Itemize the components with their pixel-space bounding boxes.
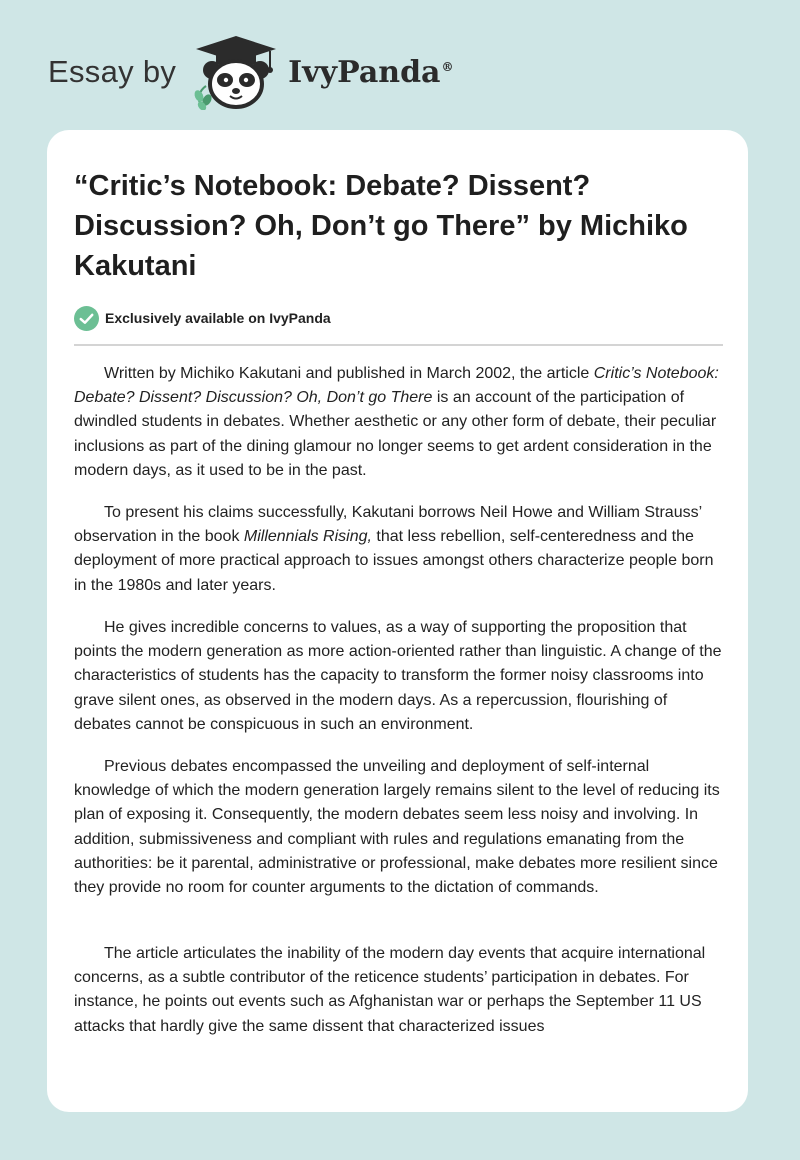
paragraph: Written by Michiko Kakutani and published in March 2002, the article Critic’s Notebook: Debate? Dissent? Discussion? Oh, Don’t go There is an account of the participation of dwindled students in debates. Whether aesthetic or any other form of debate, their peculiar inclusions as part of the dining glamour no longer seems to get ardent consideration in the modern days, as it used to be in the past. (74, 365, 719, 479)
brand-name: IvyPanda® (288, 54, 454, 90)
ivypanda-logo-icon (190, 34, 282, 110)
paragraph: The article articulates the inability of the modern day events that acquire international concerns, as a subtle contributor of the reticence students’ participation in debates. For instance, he points out events such as Afghanistan war or perhaps the September 11 US attacks that hardly give the same dissent that characterized issues (74, 945, 706, 1035)
brand-prefix: Essay by (48, 54, 177, 89)
paragraph: He gives incredible concerns to values, as a way of supporting the proposition that points the modern generation as more action-oriented rather than linguistic. A change of the characteristics of students has the capacity to transform the former noisy classrooms into grave silent ones, as observed in the modern days. As a repercussion, flourishing of debates cannot be conspicuous in such an environment. (74, 619, 722, 733)
essay-title: “Critic’s Notebook: Debate? Dissent? Discussion? Oh, Don’t go There” by Michiko Kakutani (74, 170, 688, 282)
check-circle-icon (74, 306, 99, 331)
essay-body (74, 362, 725, 1057)
divider (74, 344, 723, 346)
paragraph: To present his claims successfully, Kakutani borrows Neil Howe and William Strauss’ observation in the book Millennials Rising, that less rebellion, self-centeredness and the deployment of more practical approach to issues amongst others characterize people born in the 1980s and later years. (74, 504, 714, 594)
exclusive-badge (74, 305, 331, 331)
exclusive-label: Exclusively available on IvyPanda (105, 310, 331, 326)
essay-card (47, 130, 748, 1112)
brand-header (48, 34, 454, 110)
paragraph: Previous debates encompassed the unveiling and deployment of self-internal knowledge of which the modern generation largely remains silent to the level of reducing its plan of exposing it. Consequently, the modern debates seem less noisy and involving. In addition, submissiveness and compliant with rules and regulations emanating from the authorities: be it parental, administrative or professional, make debates more resilient since they provide no room for counter arguments to the dictation of commands. (74, 758, 720, 897)
